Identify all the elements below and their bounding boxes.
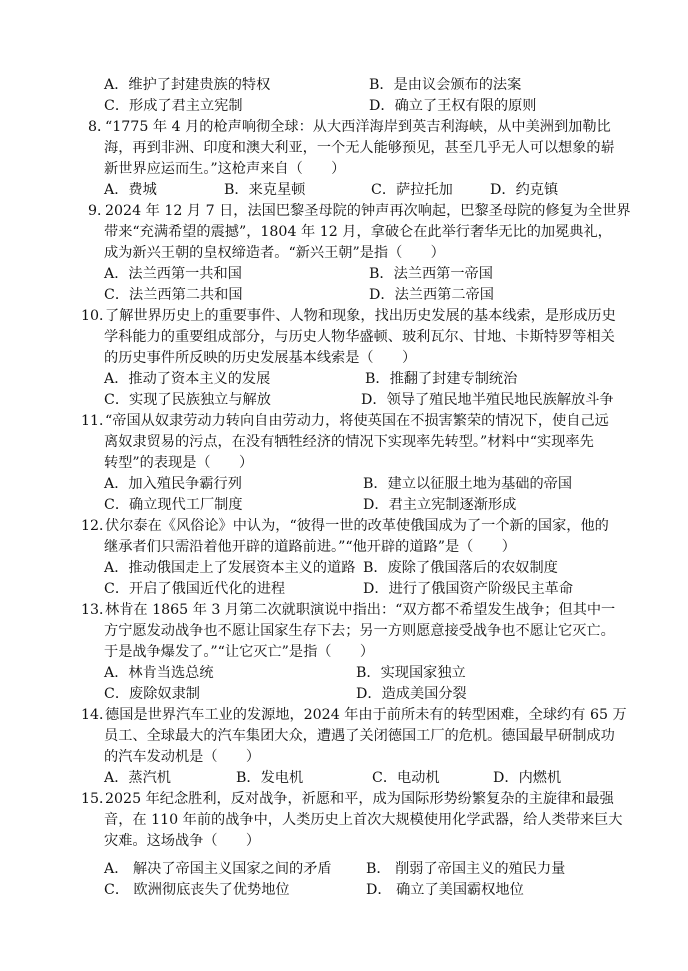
q15-option-a: A． 解决了帝国主义国家之间的矛盾 (104, 861, 332, 877)
q14-option-c: C．电动机 (372, 770, 440, 786)
q13-option-a: A．林肯当选总统 (104, 665, 214, 681)
q9-option-b: B．法兰西第一帝国 (369, 266, 493, 282)
q10-option-d: D．领导了殖民地半殖民地民族解放斗争 (361, 392, 614, 408)
q12-option-c: C．开启了俄国近代化的进程 (104, 581, 286, 597)
q13-stem-line-2: 方宁愿发动战争也不愿让国家生存下去；另一方则愿意接受战争也不愿让它灭亡。 (104, 623, 615, 639)
q12-number: 12． (81, 518, 114, 534)
q11-number: 11． (81, 413, 114, 429)
q12-option-d: D．进行了俄国资产阶级民主革命 (363, 581, 574, 597)
q8-stem-line-1: “1775 年 4 月的枪声响彻全球：从大西洋海岸到英吉利海峡，从中美洲到加勒比 (105, 119, 611, 135)
q11-option-d: D．君主立宪制逐渐形成 (363, 497, 517, 513)
q7-option-c: C．形成了君主立宪制 (104, 98, 243, 114)
q8-option-b: B．来克星顿 (224, 182, 306, 198)
q11-option-c: C．确立现代工厂制度 (104, 497, 243, 513)
q15-number: 15． (81, 791, 114, 807)
q9-stem-line-1: 2024 年 12 月 7 日，法国巴黎圣母院的钟声再次响起，巴黎圣母院的修复为全世界 (105, 203, 631, 219)
q12-option-b: B．废除了俄国落后的农奴制度 (363, 560, 558, 576)
q11-stem-line-1: “帝国从奴隶劳动力转向自由劳动力，将使英国在不损害繁荣的情况下，使自己远 (105, 413, 609, 429)
q15-stem-line-3: 灾难。这场战争（ ） (104, 833, 261, 849)
q13-number: 13． (81, 602, 114, 618)
q11-stem-line-2: 离奴隶贸易的污点，在没有牺牲经济的情况下实现率先转型。”材料中“实现率先 (104, 434, 594, 450)
q15-option-c: C． 欧洲彻底丧失了优势地位 (104, 882, 290, 898)
q10-option-b: B．推翻了封建专制统治 (365, 371, 518, 387)
q13-stem-line-1: 林肯在 1865 年 3 月第二次就职演说中指出：“双方都不希望发生战争；但其中一 (105, 602, 616, 618)
q8-option-a: A．费城 (104, 182, 157, 198)
q8-stem-line-3: 新世界应运而生。”这枪声来自（ ） (104, 161, 346, 177)
q9-stem-line-3: 成为新兴王朝的皇权缔造者。“新兴王朝”是指（ ） (104, 245, 445, 261)
q15-stem-line-2: 音，在 110 年前的战争中，人类历史上首次大规模使用化学武器，给人类带来巨大 (104, 812, 623, 828)
q12-stem-line-1: 伏尔泰在《风俗论》中认为，“彼得一世的改革使俄国成为了一个新的国家，他的 (105, 518, 609, 534)
q10-stem-line-3: 的历史事件所反映的历史发展基本线索是（ ） (104, 350, 417, 366)
q11-option-b: B．建立以征服土地为基础的帝国 (363, 476, 573, 492)
q7-option-a: A．维护了封建贵族的特权 (104, 77, 271, 93)
q15-option-d: D． 确立了美国霸权地位 (366, 882, 524, 898)
q8-option-c: C．萨拉托加 (371, 182, 453, 198)
q11-stem-line-3: 转型”的表现是（ ） (104, 455, 254, 471)
q11-option-a: A．加入殖民争霸行列 (104, 476, 242, 492)
q14-option-d: D．内燃机 (493, 770, 562, 786)
q9-option-d: D．法兰西第二帝国 (369, 287, 494, 303)
q14-option-b: B．发电机 (236, 770, 304, 786)
q8-number: 8． (88, 119, 112, 135)
q14-stem-line-2: 员工、全球最大的汽车集团大众，遭遇了关闭德国工厂的危机。德国最早研制成功 (104, 728, 615, 744)
q10-number: 10． (81, 308, 114, 324)
q12-option-a: A．推动俄国走上了发展资本主义的道路 (104, 560, 356, 576)
q9-option-a: A．法兰西第一共和国 (104, 266, 242, 282)
q14-number: 14． (81, 707, 114, 723)
q8-stem-line-2: 海，再到非洲、印度和澳大利亚，一个无人能够预见，甚至几乎无人可以想象的崭 (104, 140, 615, 156)
q10-stem-line-2: 学科能力的重要组成部分，与历史人物华盛顿、玻利瓦尔、甘地、卡斯特罗等相关 (104, 329, 615, 345)
q12-stem-line-2: 继承者们只需沿着他开辟的道路前进。”“他开辟的道路”是（ ） (104, 539, 516, 555)
q15-stem-line-1: 2025 年纪念胜利，反对战争，祈愿和平，成为国际形势纷繁复杂的主旋律和最强 (105, 791, 614, 807)
q9-number: 9． (88, 203, 112, 219)
q13-option-c: C．废除奴隶制 (104, 686, 200, 702)
q10-stem-line-1: 了解世界历史上的重要事件、人物和现象，找出历史发展的基本线索，是形成历史 (105, 308, 616, 324)
q9-stem-line-2: 带来“充满希望的震撼”，1804 年 12 月，拿破仑在此举行奢华无比的加冕典礼， (104, 224, 612, 240)
q8-option-d: D．约克镇 (490, 182, 559, 198)
q7-option-b: B．是由议会颁布的法案 (369, 77, 522, 93)
q13-option-d: D．造成美国分裂 (356, 686, 467, 702)
q13-stem-line-3: 于是战争爆发了。”“让它灭亡”是指（ ） (104, 644, 375, 660)
q10-option-a: A．推动了资本主义的发展 (104, 371, 271, 387)
q13-option-b: B．实现国家独立 (356, 665, 466, 681)
q14-stem-line-1: 德国是世界汽车工业的发源地，2024 年由于前所未有的转型困难，全球约有 65 万 (105, 707, 627, 723)
q10-option-c: C．实现了民族独立与解放 (104, 392, 271, 408)
q14-stem-line-3: 的汽车发动机是（ ） (104, 749, 261, 765)
q9-option-c: C．法兰西第二共和国 (104, 287, 243, 303)
q14-option-a: A．蒸汽机 (104, 770, 171, 786)
q7-option-d: D．确立了王权有限的原则 (369, 98, 537, 114)
q15-option-b: B． 削弱了帝国主义的殖民力量 (366, 861, 566, 877)
